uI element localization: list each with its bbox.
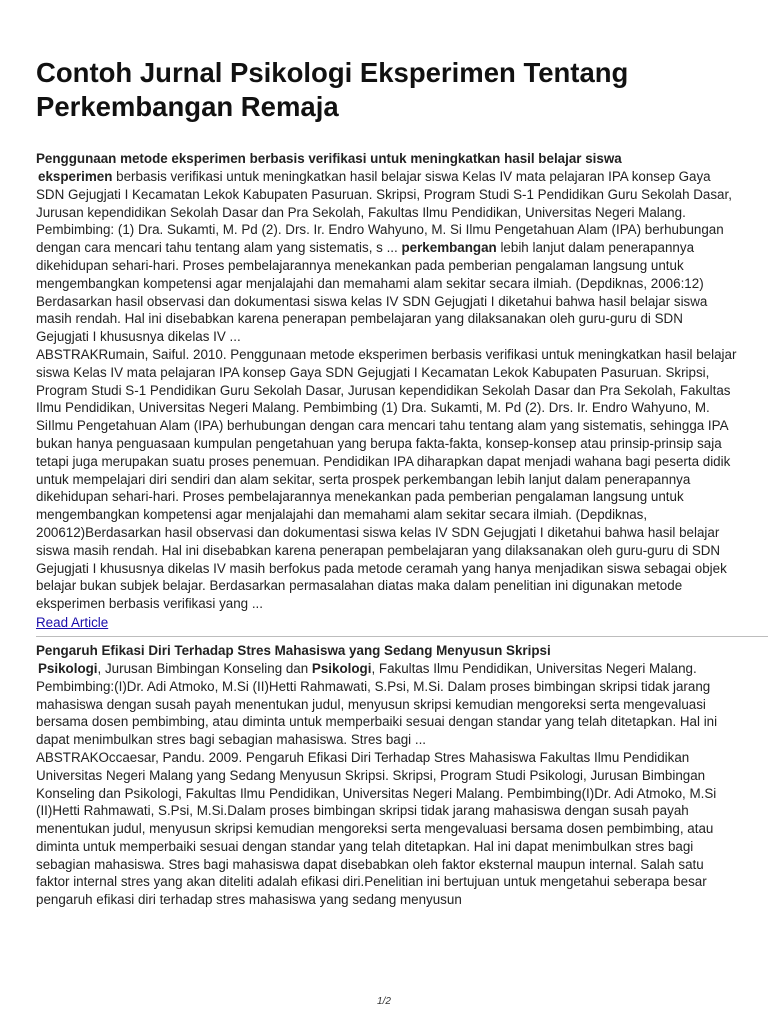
page-title: Contoh Jurnal Psikologi Eksperimen Tentang Perkembangan Remaja	[36, 57, 629, 122]
article-abstract: ABSTRAKOccaesar, Pandu. 2009. Pengaruh Efikasi Diri Terhadap Stres Mahasiswa Fakultas Ilmu Pendidikan Universitas Negeri Malang yang Sedang Menyusun Skripsi. Skripsi, Program Studi Psikologi, Jurusan Bimbingan Konseling dan Psikologi, Fakultas Ilmu Pendidikan, Universitas Negeri Malang. Pembimbing(I)Dr. Adi Atmoko, M.Si (II)Hetti Rahmawati, S.Psi, M.Si.Dalam proses bimbingan skripsi tidak jarang mahasiswa dengan susah payah menentukan judul, menyusun skripsi kemudian mengoreksi serta mengevaluasi bersama dosen pembimbing, atau diminta untuk memperbaiki sesuai dengan standar yang telah ditetapkan. Hal ini dapat menimbulkan stres bagi sebagian mahasiswa. Stres bagi mahasiswa dapat disebabkan oleh faktor eksternal maupun internal. Salah satu faktor internal stres yang akan diteliti adalah efikasi diri.Penelitian ini bertujuan untuk mengetahui seberapa besar pengaruh efikasi diri terhadap stres mahasiswa yang sedang menyusun	[36, 749, 717, 908]
article-snippet	[36, 660, 738, 749]
highlight-term: Psikologi	[38, 660, 98, 676]
snippet-text: lebih lanjut dalam penerapannya dikehidupan sehari-hari. Proses pembelajarannya menekankan pada pemberian pengalaman langsung untuk mengembangkan kompetensi agar menjalajahi dan memahami alam sekitar secara ilmiah. (Depdiknas, 2006:12) Berdasarkan hasil observasi dan dokumentasi siswa kelas IV SDN Gejugjati I diketahui bahwa hasil belajar siswa masih rendah. Hal ini disebabkan karena penerapan pembelajaran yang dilaksanakan oleh guru-guru di SDN Gejugjati I khususnya dikelas IV ...	[36, 240, 708, 345]
highlight-term: eksperimen	[38, 169, 113, 184]
snippet-text: berbasis verifikasi untuk meningkatkan hasil belajar siswa Kelas IV mata pelajaran IPA konsep Gaya SDN Gejugjati I Kecamatan Lekok Kabupaten Pasuruan. Skripsi, Program Studi S-1 Pendidikan Guru Sekolah Dasar, Jurusan kependidikan Sekolah Dasar dan Pra Sekolah, Fakultas Ilmu Pendidikan, Universitas Negeri Malang. Pembimbing: (1) Dra. Sukamti, M. Pd (2). Drs. Ir. Endro Wahyuno, M. Si Ilmu Pengetahuan Alam (IPA) berhubungan dengan cara mencari tahu tentang alam yang sistematis, s ...	[36, 169, 732, 256]
article-2	[36, 642, 738, 909]
highlight-term: Psikologi	[311, 660, 372, 676]
article-snippet	[36, 168, 738, 346]
article-title: Pengaruh Efikasi Diri Terhadap Stres Mahasiswa yang Sedang Menyusun Skripsi	[36, 642, 551, 658]
document-page	[36, 56, 738, 909]
article-divider	[36, 636, 768, 637]
article-title: Penggunaan metode eksperimen berbasis verifikasi untuk meningkatkan hasil belajar siswa	[36, 151, 622, 166]
article-abstract: ABSTRAKRumain, Saiful. 2010. Penggunaan metode eksperimen berbasis verifikasi untuk meningkatkan hasil belajar siswa Kelas IV mata pelajaran IPA konsep Gaya SDN Gejugjati I Kecamatan Lekok Kabupaten Pasuruan. Skripsi, Program Studi S-1 Pendidikan Guru Sekolah Dasar, Jurusan kependidikan Sekolah Dasar dan Pra Sekolah, Fakultas Ilmu Pendidikan, Universitas Negeri Malang. Pembimbing (1) Dra. Sukamti, M. Pd (2). Drs. Ir. Endro Wahyuno, M. SiIlmu Pengetahuan Alam (IPA) berhubungan dengan cara mencari tahu tentang alam yang sistematis, sehingga IPA bukan hanya penguasaan kumpulan pengetahuan yang berupa fakta-fakta, konsep-konsep atau prinsip-prinsip saja tetapi juga merupakan suatu proses penemuan. Pendidikan IPA diharapkan dapat menjadi wahana bagi peserta didik untuk mempelajari diri sendiri dan alam sekitar, serta prospek perkembangan lebih lanjut dalam penerapannya dikehidupan sehari-hari. Proses pembelajarannya menekankan pada pemberian pengalaman langsung untuk mengembangkan kompetensi agar menjalajahi dan memahami alam sekitar secara ilmiah. (Depdiknas, 200612)Berdasarkan hasil observasi dan dokumentasi siswa kelas IV SDN Gejugjati I diketahui bahwa hasil belajar siswa masih rendah. Hal ini disebabkan karena penerapan pembelajaran yang dilaksanakan oleh guru-guru di SDN Gejugjati I khususnya dikelas IV masih berfokus pada metode ceramah yang hanya menjadikan siswa sebagai objek belajar bukan subjek belajar. Berdasarkan permasalahan diatas maka dalam penelitian ini digunakan metode eksperimen berbasis verifikasi yang ...	[36, 346, 737, 612]
article-1	[36, 150, 738, 632]
snippet-text: , Jurusan Bimbingan Konseling dan	[97, 660, 312, 676]
read-article-link[interactable]: Read Article	[36, 614, 109, 630]
page-number: 1/2	[377, 996, 391, 1007]
highlight-term: perkembangan	[401, 240, 497, 256]
snippet-text: , Fakultas Ilmu Pendidikan, Universitas Negeri Malang. Pembimbing:(I)Dr. Adi Atmoko, M.Si (II)Hetti Rahmawati, S.Psi, M.Si. Dalam proses bimbingan skripsi tidak jarang mahasiswa dengan susah payah menentukan judul, menyusun skripsi kemudian mengoreksi serta mengevaluasi bersama dosen pembimbing, atau diminta untuk memperbaiki sesuai dengan standar yang telah ditetapkan. Hal ini dapat menimbulkan stres bagi sebagian mahasiswa. Stres bagi ...	[36, 660, 718, 748]
